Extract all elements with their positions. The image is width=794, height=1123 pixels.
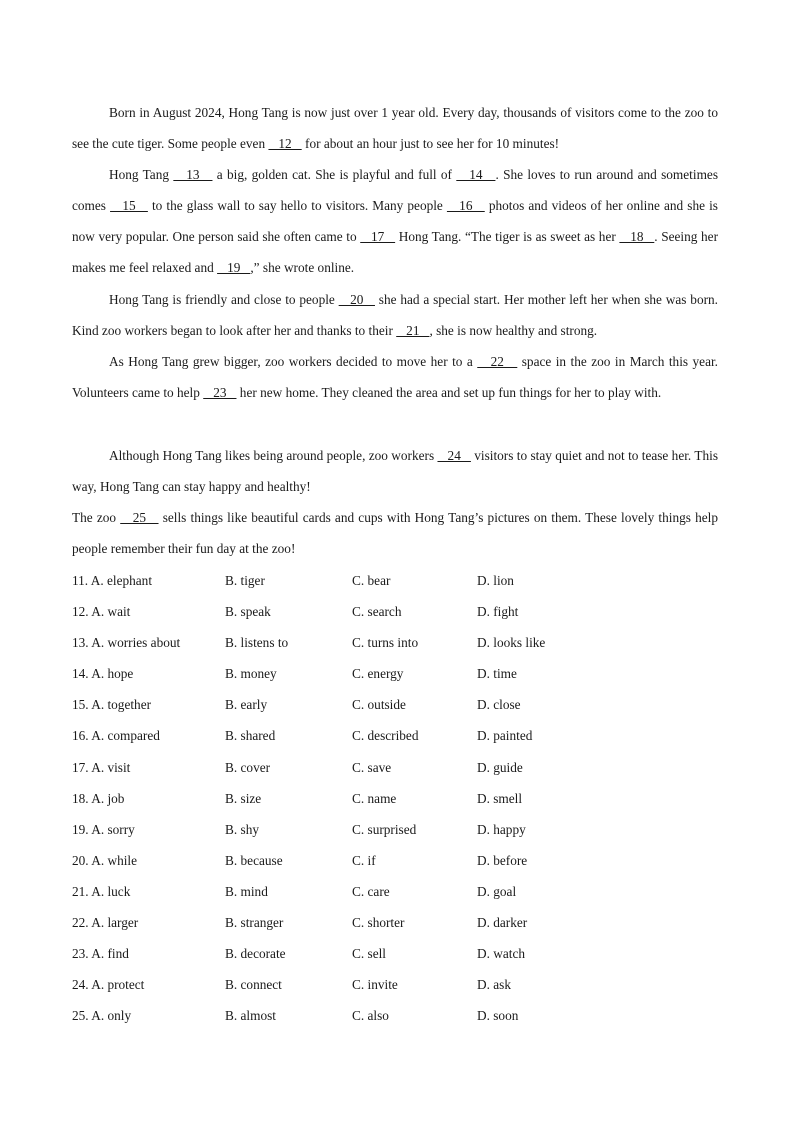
text: Born in August 2024, Hong Tang is now just over 1 year old. Every day, thousands of visitors come to the zoo to see the cute tiger. Some people even <box>72 105 718 152</box>
text: she had a special start. Her mother left her when she was born. Kind zoo workers began to look after her and thanks to their <box>72 292 718 339</box>
text: sells things like beautiful cards and cups with Hong Tang’s pictures on them. These lovely things help people remember their fun day at the zoo! <box>72 510 719 557</box>
option-a: 14. A. hope <box>72 666 134 682</box>
text: a big, golden cat. She is playful and full of <box>212 167 457 182</box>
option-d: D. watch <box>477 946 525 962</box>
text: , she is now healthy and strong. <box>429 323 598 339</box>
blank-24: 24 <box>437 448 471 463</box>
option-d: D. time <box>477 666 517 682</box>
text: Hong Tang <box>109 167 174 182</box>
blank-19: 19 <box>217 260 251 276</box>
question-16-options <box>72 720 718 751</box>
paragraph-2 <box>72 159 718 283</box>
option-c: C. described <box>352 728 419 744</box>
blank-15: 15 <box>110 198 148 214</box>
text: space in the zoo in March this year. Volunteers came to help <box>72 354 718 401</box>
option-d: D. smell <box>477 790 523 806</box>
text: Hong Tang is friendly and close to people <box>109 292 339 307</box>
text: As Hong Tang grew bigger, zoo workers decided to move her to a <box>109 354 478 369</box>
option-d: D. painted <box>477 728 533 744</box>
question-23-options <box>72 938 718 969</box>
option-a: 22. A. larger <box>72 915 139 931</box>
option-a: 15. A. together <box>72 697 152 713</box>
paragraph-5 <box>72 440 718 502</box>
blank-22: 22 <box>477 354 518 369</box>
option-c: C. invite <box>352 977 398 993</box>
option-d: D. fight <box>477 604 519 620</box>
option-b: B. speak <box>225 604 271 620</box>
option-c: C. turns into <box>352 635 419 651</box>
option-d: D. lion <box>477 573 514 588</box>
blank-23: 23 <box>203 385 237 401</box>
paragraph-6 <box>72 502 718 564</box>
question-20-options <box>72 845 718 876</box>
text: visitors to stay quiet and not to tease her. This way, Hong Tang can stay happy and healthy! <box>72 448 719 495</box>
option-a: 12. A. wait <box>72 604 131 620</box>
option-c: C. surprised <box>352 821 417 837</box>
option-b: B. connect <box>225 977 282 993</box>
option-d: D. before <box>477 852 528 868</box>
option-d: D. close <box>477 697 521 713</box>
text: The zoo <box>72 510 121 525</box>
question-19-options <box>72 814 718 845</box>
option-b: B. shared <box>225 728 276 744</box>
option-a: 16. A. compared <box>72 728 160 744</box>
question-21-options <box>72 876 718 907</box>
option-d: D. darker <box>477 915 528 931</box>
option-a: 18. A. job <box>72 790 125 806</box>
option-a: 20. A. while <box>72 852 138 868</box>
question-14-options <box>72 658 718 689</box>
option-a: 25. A. only <box>72 1008 132 1024</box>
paragraph-3 <box>72 284 718 346</box>
option-c: C. search <box>352 604 402 620</box>
question-17-options <box>72 752 718 783</box>
option-b: B. decorate <box>225 946 286 962</box>
blank-17: 17 <box>360 229 396 245</box>
option-b: B. because <box>225 852 283 868</box>
option-c: C. also <box>352 1008 389 1024</box>
blank-16: 16 <box>446 198 485 214</box>
text: . Seeing her makes me feel relaxed and <box>72 229 718 276</box>
text: her new home. They cleaned the area and set up fun things for her to play with. <box>236 385 662 401</box>
option-b: B. tiger <box>225 573 265 588</box>
option-c: C. if <box>352 852 376 868</box>
option-c: C. shorter <box>352 915 405 931</box>
blank-21: 21 <box>396 323 430 339</box>
question-18-options <box>72 783 718 814</box>
question-25-options <box>72 1000 718 1031</box>
question-24-options <box>72 969 718 1000</box>
blank-13: 13 <box>173 167 213 182</box>
option-d: D. happy <box>477 821 526 837</box>
text: to the glass wall to say hello to visitors. Many people <box>147 198 447 214</box>
option-d: D. looks like <box>477 635 546 651</box>
text: Hong Tang. “The tiger is as sweet as her <box>395 229 620 245</box>
option-d: D. soon <box>477 1008 519 1024</box>
blank-25: 25 <box>120 510 159 525</box>
blank-18: 18 <box>619 229 655 245</box>
question-11-options <box>72 565 718 596</box>
option-d: D. ask <box>477 977 511 993</box>
option-c: C. outside <box>352 697 406 713</box>
option-a: 19. A. sorry <box>72 821 135 837</box>
text: . She loves to run around and sometimes comes <box>72 167 718 214</box>
blank-20: 20 <box>338 292 375 307</box>
question-12-options <box>72 596 718 627</box>
option-c: C. bear <box>352 573 391 588</box>
paragraph-4 <box>72 346 718 408</box>
option-c: C. care <box>352 883 390 899</box>
option-b: B. early <box>225 697 268 713</box>
text: ,” she wrote online. <box>250 260 355 276</box>
blank-14: 14 <box>456 167 496 182</box>
option-b: B. size <box>225 790 262 806</box>
option-c: C. sell <box>352 946 386 962</box>
option-b: B. mind <box>225 883 268 899</box>
option-b: B. money <box>225 666 277 682</box>
blank-12: 12 <box>268 136 302 152</box>
option-b: B. cover <box>225 759 271 775</box>
option-c: C. save <box>352 759 392 775</box>
paragraph-1 <box>72 97 718 159</box>
option-b: B. listens to <box>225 635 289 651</box>
option-c: C. name <box>352 790 397 806</box>
text: photos and videos of her online and she is now very popular. One person said she often came to <box>72 198 718 245</box>
option-a: 24. A. protect <box>72 977 145 993</box>
option-c: C. energy <box>352 666 404 682</box>
option-b: B. stranger <box>225 915 284 931</box>
question-15-options <box>72 689 718 720</box>
question-22-options <box>72 907 718 938</box>
option-b: B. shy <box>225 821 259 837</box>
option-a: 23. A. find <box>72 946 129 962</box>
question-13-options <box>72 627 718 658</box>
option-b: B. almost <box>225 1008 276 1024</box>
text: for about an hour just to see her for 10 minutes! <box>301 136 560 152</box>
option-a: 13. A. worries about <box>72 635 181 651</box>
option-d: D. guide <box>477 759 523 775</box>
options-list <box>72 565 718 1031</box>
option-d: D. goal <box>477 883 517 899</box>
option-a: 21. A. luck <box>72 883 131 899</box>
option-a: 17. A. visit <box>72 759 131 775</box>
text: Although Hong Tang likes being around people, zoo workers <box>109 448 438 463</box>
option-a: 11. A. elephant <box>72 573 153 588</box>
